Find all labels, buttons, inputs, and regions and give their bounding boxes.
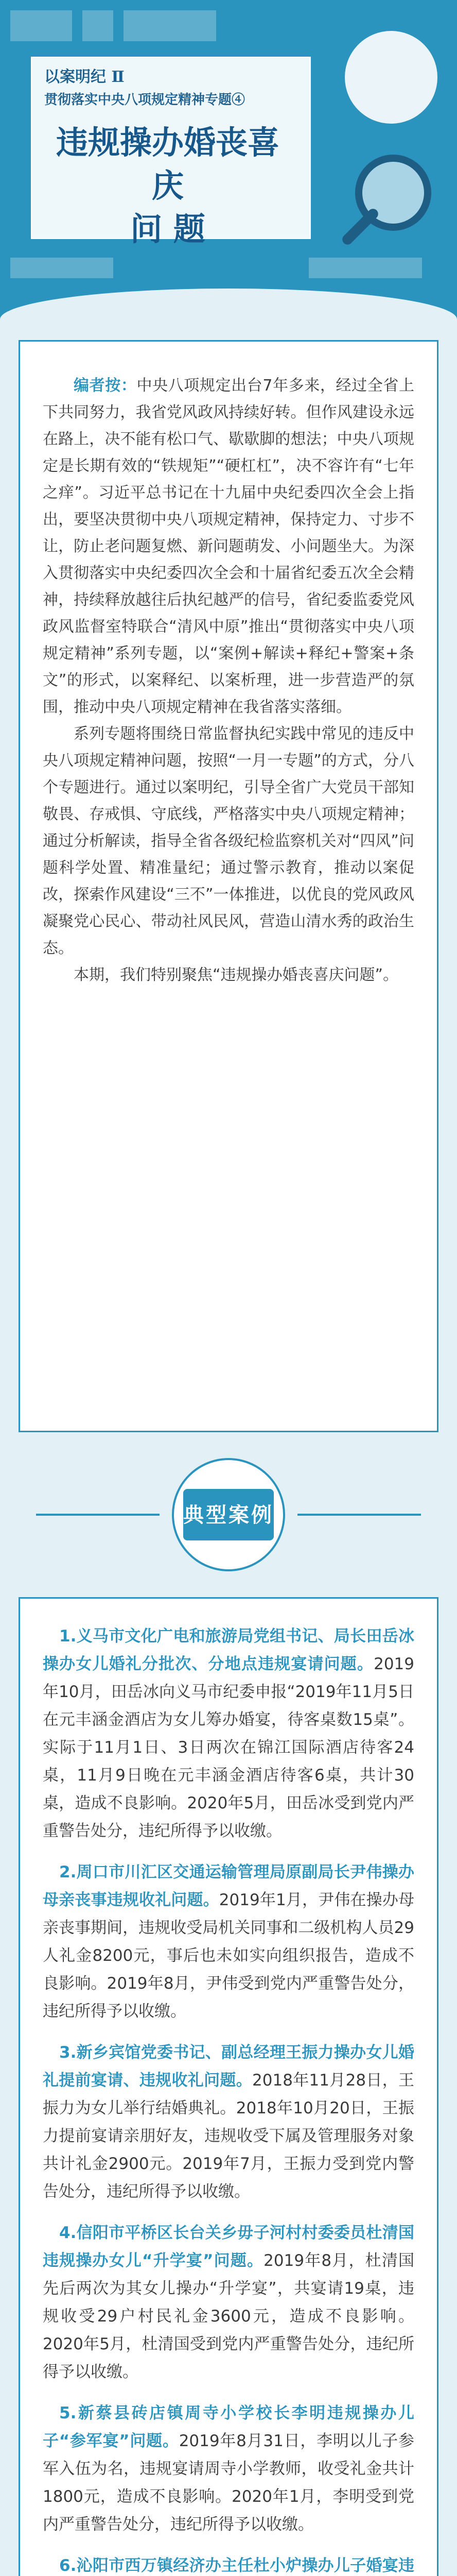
editor-note-lead: 编者按： [74,377,137,395]
banner-tile [82,10,113,41]
cases-panel [19,1597,438,2576]
case-paragraph [43,2039,414,2206]
case-heading: 3.新乡宾馆党委书记、副总经理王振力操办女儿婚礼提前宴请、违规收礼问题。 [43,2043,414,2090]
case-paragraph [43,1858,414,2025]
header-banner [0,0,457,330]
intro-paragraph-3: 本期，我们特别聚焦“违规操办婚丧喜庆问题”。 [74,966,399,984]
case-heading: 6.沁阳市西万镇经济办主任杜小炉操办儿子婚宴违 [59,2556,414,2575]
intro-paragraph-1 [43,372,414,721]
case-item [43,1858,414,2025]
case-body: 2018年11月28日，王振力为女儿举行结婚典礼。2018年10月20日，王振力提前宴请亲朋好友，违规收受下属及管理服务对象共计礼金2900元。2019年7月，王振力受到党内警告处分，违纪所得予以收缴。 [43,2071,414,2201]
intro-paragraph-1-text: 中央八项规定出台7年多来，经过全省上下共同努力，我省党风政风持续好转。但作风建设永远在路上，决不能有松口气、歇歇脚的想法；中央八项规定是长期有效的“铁规矩”“硬杠杠”，决不容许有“七年之痒”。习近平总书记在十九届中央纪委四次全会上指出，要坚决贯彻中央八项规定精神，保持定力、寸步不让，防止老问题复燃、新问题萌发、小问题坐大。为深入贯彻落实中央纪委四次全会和十届省纪委五次全会精神，持续释放越往后执纪越严的信号，省纪委监委党风政风监督室特联合“清风中原”推出“贯彻落实中央八项规定精神”系列专题，以“案例+解读+释纪+警案+条文”的形式，以案释纪、以案析理，进一步营造严的氛围，推动中央八项规定精神在我省落实落细。 [43,377,415,716]
case-paragraph [43,1622,414,1845]
case-item [43,1622,414,1845]
case-body: 2019年10月，田岳冰向义马市纪委申报“2019年11月5日在元丰涵金酒店为女儿筹办婚宴，待客桌数15桌”。实际于11月1日、3日两次在锦江国际酒店待客24桌，11月9日晚在元丰涵金酒店待客6桌，共计30桌，造成不良影响。2020年5月，田岳冰受到党内严重警告处分，违纪所得予以收缴。 [43,1655,414,1840]
banner-tile [10,10,72,41]
case-heading: 4.信阳市平桥区长台关乡毋子河村村委委员杜清国违规操办女儿“升学宴”问题。 [43,2224,414,2270]
series-line-1: 以案明纪 Ⅱ [44,68,125,86]
badge-line-left [36,1514,160,1516]
section-title: 典型案例 [183,1503,274,1527]
intro-paragraph-2: 系列专题将围绕日常监督执纪实践中常见的违反中央八项规定精神问题，按照“一月一专题”的方式，分八个专题进行。通过以案明纪，引导全省广大党员干部知敬畏、存戒惧、守底线，严格落实中央八项规定精神；通过分析解读，指导全省各级纪检监察机关对“四风”问题科学处置、精准量纪；通过警示教育，推动以案促改，探索作风建设“三不”一体推进，以优良的党风政风凝聚党心民心、带动社风民风，营造山清水秀的政治生态。 [43,725,414,957]
case-item [43,2552,414,2576]
banner-tile [124,10,216,41]
case-heading: 1.义马市文化广电和旅游局党组书记、局长田岳冰操办女儿婚礼分批次、分地点违规宴请问题。 [43,1627,414,1673]
case-body: 2019年8月，杜清国先后两次为其女儿操办“升学宴”，共宴请19桌，违规收受29户村民礼金3600元，造成不良影响。2020年5月，杜清国受到党内严重警告处分，违纪所得予以收缴。 [43,2251,414,2381]
person-illustration-icon [345,31,437,124]
banner-tile [10,258,113,278]
banner-tile [309,258,422,278]
case-body: 2019年1月，尹伟在操办母亲丧事期间，违规收受局机关同事和二级机构人员29人礼金8200元，事后也未如实向组织报告，造成不良影响。2019年8月，尹伟受到党内严重警告处分，违纪所得予以收缴。 [43,1891,415,2021]
case-paragraph [43,2219,414,2386]
editor-note-panel [19,340,438,1432]
case-item [43,2399,414,2538]
badge-line-right [297,1514,421,1516]
section-badge [0,1453,457,1587]
case-paragraph [43,2552,414,2576]
case-body: 2019年8月31日，李明以儿子参军入伍为名，违规宴请周寺小学教师，收受礼金共计1800元，造成不良影响。2020年1月，李明受到党内严重警告处分，违纪所得予以收缴。 [43,2432,414,2534]
case-heading: 5.新蔡县砖店镇周寺小学校长李明违规操办儿子“参军宴”问题。 [43,2404,414,2450]
page-title [44,121,291,251]
headline-line-2: 问 题 [130,210,205,248]
case-heading: 2.周口市川汇区交通运输管理局原副局长尹伟操办母亲丧事违规收礼问题。 [43,1863,414,1909]
series-title [44,66,245,111]
case-item [43,2039,414,2206]
case-item [43,2219,414,2386]
case-paragraph [43,2399,414,2538]
series-line-2: 贯彻落实中央八项规定精神专题④ [44,92,245,108]
banner-bottom-curve [0,289,457,330]
headline-line-1: 违规操办婚丧喜庆 [56,124,279,205]
